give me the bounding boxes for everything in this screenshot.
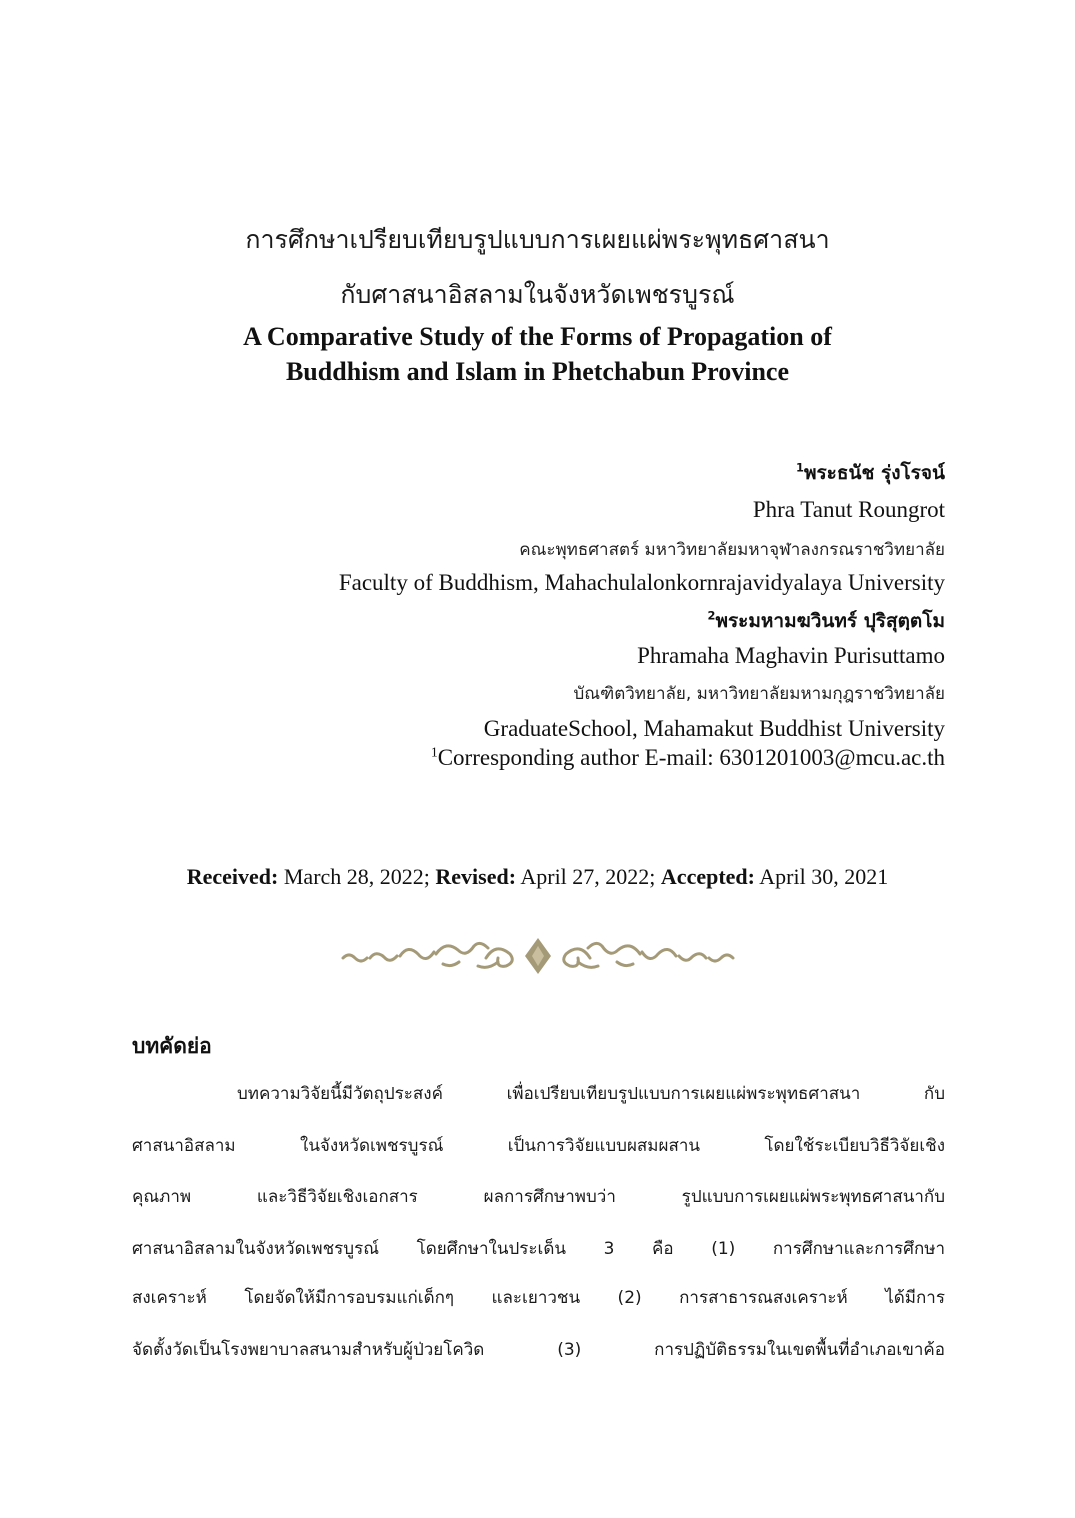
submission-dates [0,864,1075,890]
author-2-name-th-text: พระมหามฆวินทร์ ปุริสุตฺตโม [715,610,945,632]
abstract-heading: บทคัดย่อ [132,1034,212,1058]
accepted-label: Accepted: [660,864,755,889]
received-date: March 28, 2022; [283,864,430,889]
title-english-line-2: Buddhism and Islam in Phetchabun Province [285,357,790,386]
abstract-line: ศาสนาอิสลาม ในจังหวัดเพชรบูรณ์ เป็นการวิจัยแบบผสมผสาน โดยใช้ระเบียบวิธีวิจัยเชิง [132,1136,945,1156]
title-thai-line-1: การศึกษาเปรียบเทียบรูปแบบการเผยแผ่พระพุทธศาสนา [245,225,830,254]
author-2-name-thai [708,606,946,636]
abstract-line: จัดตั้งวัดเป็นโรงพยาบาลสนามสำหรับผู้ป่วยโควิด (3) การปฏิบัติธรรมในเขตพื้นที่อำเภอเขาค้อ [132,1340,945,1360]
accepted-date: April 30, 2021 [759,864,889,889]
author-2-name-english: Phramaha Maghavin Purisuttamo [637,643,945,668]
title-english-line-1: A Comparative Study of the Forms of Propagation of [243,322,832,351]
author-1-name-thai [796,458,945,488]
ornament-divider-icon [338,934,738,978]
abstract-line: สงเคราะห์ โดยจัดให้มีการอบรมแก่เด็กๆ และเยาวชน (2) การสาธารณสงเคราะห์ ได้มีการ [132,1288,945,1308]
title-thai-line-2: กับศาสนาอิสลามในจังหวัดเพชรบูรณ์ [340,280,735,309]
author-2-affiliation-english: GraduateSchool, Mahamakut Buddhist University [483,716,945,741]
author-1-name-english: Phra Tanut Roungrot [752,497,945,522]
abstract-line: คุณภาพ และวิธีวิจัยเชิงเอกสาร ผลการศึกษาพบว่า รูปแบบการเผยแผ่พระพุทธศาสนากับ [132,1187,945,1207]
author-1-sup: 1 [796,460,804,475]
corresponding-sup: 1 [430,744,438,760]
revised-label: Revised: [435,864,517,889]
author-1-affiliation-english: Faculty of Buddhism, Mahachulalonkornrajavidyalaya University [338,570,945,595]
author-1-name-th-text: พระธนัช รุ่งโรจน์ [803,462,945,484]
abstract-line: ศาสนาอิสลามในจังหวัดเพชรบูรณ์ โดยศึกษาในประเด็น 3 คือ (1) การศึกษาและการศึกษา [132,1239,945,1259]
author-2-affiliation-thai: บัณฑิตวิทยาลัย, มหาวิทยาลัยมหามกุฎราชวิทยาลัย [573,684,945,704]
author-2-sup: 2 [707,608,716,623]
revised-date: April 27, 2022; [520,864,656,889]
corresponding-author [431,745,945,771]
corresponding-text: Corresponding author E-mail: 6301201003@mcu.ac.th [437,745,945,770]
abstract-line: บทความวิจัยนี้มีวัตถุประสงค์ เพื่อเปรียบเทียบรูปแบบการเผยแผ่พระพุทธศาสนา กับ [237,1084,945,1104]
received-label: Received: [186,864,279,889]
author-1-affiliation-thai: คณะพุทธศาสตร์ มหาวิทยาลัยมหาจุฬาลงกรณราชวิทยาลัย [519,540,945,560]
